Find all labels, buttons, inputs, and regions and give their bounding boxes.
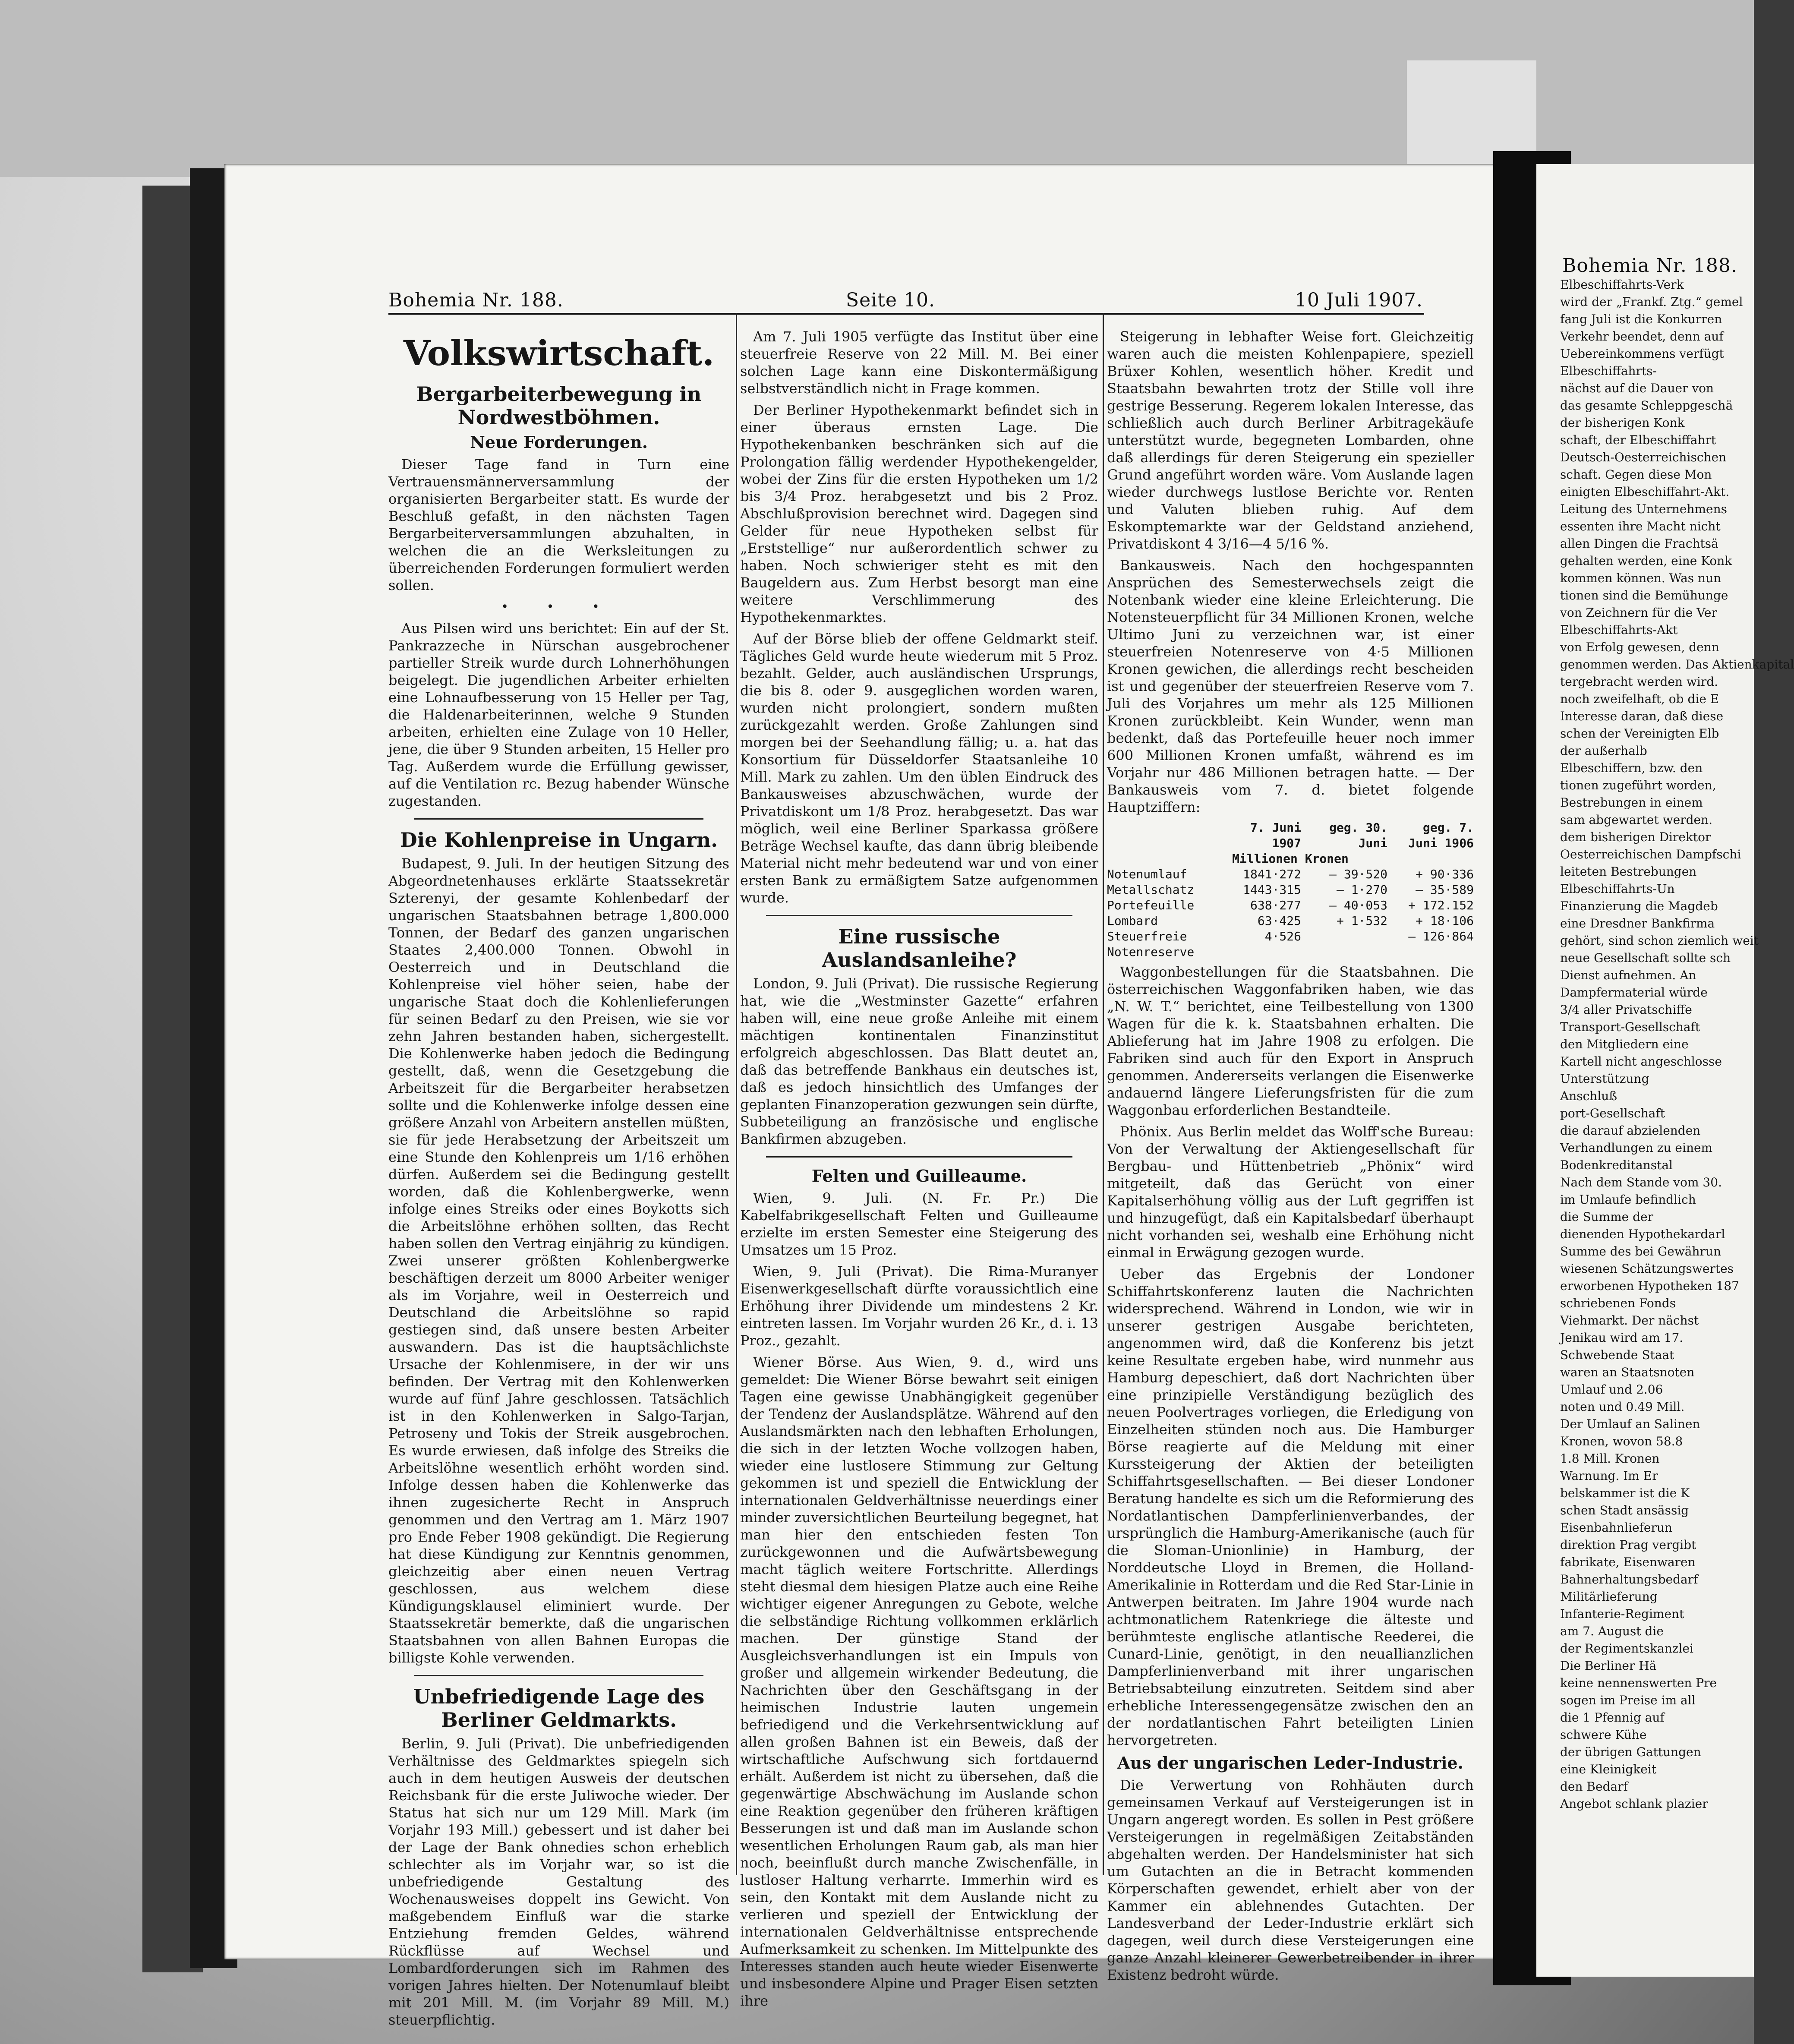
table-row-label: Steuerfreie Notenreserve [1107,929,1195,959]
next-page-line: erworbenen Hypotheken 187 [1560,1279,1739,1293]
table-row-label: Portefeuille [1107,898,1195,912]
table-head-cell: geg. 30. Juni [1329,820,1387,850]
table-row [1107,898,1474,913]
article-paragraph: Waggonbestellungen für die Staatsbahnen. Die österreichischen Waggonfabriken haben, wie das „N. W. T.“ berichtet, eine Teilbestellung von 1300 Wagen für die k. k. Staatsbahnen erhalten. Die Ablieferung hat im Jahre 1908 zu erfolgen. Die Fabriken sind auch für den Export in Anspruch genommen. Andererseits verlangen die Eisenwerke andauernd längere Lieferungsfristen für die zum Waggonbau erforderlichen Bestandteile. [1107,964,1474,1118]
next-page-line: Anschluß [1560,1089,1617,1103]
article-paragraph: London, 9. Juli (Privat). Die russische Regierung hat, wie die „Westminster Gazette“ erfahren haben will, eine neue große Anleihe mit einem mächtigen kontinentalen Finanzinstitut erfolgreich abgeschlossen. Das Blatt deutet an, daß das betreffende Bankhaus ein deutsches ist, daß es jedoch hinsichtlich des Umfanges der geplanten Finanzoperation gezwungen sein dürfte, Subbeteiligung an französische und englische Bankfirmen abzugeben. [740,975,1098,1147]
article-paragraph: Auf der Börse blieb der offene Geldmarkt steif. Tägliches Geld wurde heute wiederum mit 5 Proz. bezahlt. Gelder, auch ausländischen Ursprungs, die bis 8. oder 9. ausgeglichen worden waren, wurden nicht prolongiert, sondern mußten zurückgezahlt werden. Große Zahlungen sind morgen bei der Seehandlung fällig; u. a. hat das Konsortium für Düsseldorfer Staatsanleihe 10 Mill. Mark zu zahlen. Um den üblen Eindruck des Bankausweises abzuschwächen, wurde der Privatdiskont um 1/8 Proz. herabgesetzt. Das war möglich, weil eine Berliner Sparkassa größere Beträge Wechsel kaufte, das dann übrig bleibende Material nicht mehr bedeutend war und von einer ersten Bank zu ermäßigtem Satze aufgenommen wurde. [740,631,1098,906]
next-page-line: schwere Kühe [1560,1728,1647,1742]
next-page-line: Elbeschiffahrts-Akt [1560,623,1678,637]
next-page-line: fabrikate, Eisenwaren [1560,1555,1696,1569]
article-paragraph: Dieser Tage fand in Turn eine Vertrauensmännerversammlung der organisierten Bergarbeiter statt. Es wurde der Beschluß gefaßt, in den nächsten Tagen Bergarbeiterversammlungen abzuhalten, in welchen die an die Werksleitungen zu überreichenden Forderungen formuliert werden sollen. [388,456,729,593]
next-page-line: Jenikau wird am 17. [1560,1331,1684,1345]
section-title: Volkswirtschaft. [403,333,715,373]
article-paragraph: Wien, 9. Juli (Privat). Die Rima-Muranyer Eisenwerkgesellschaft dürfte voraussichtlich eine Erhöhung ihrer Dividende um mindestens 2 Kr. eintreten lassen. Im Vorjahr wurden 26 Kr., d. i. 13 Proz., gezahlt. [740,1263,1098,1349]
next-page-line: den Bedarf [1560,1779,1628,1794]
next-page-column [1560,276,1794,1959]
next-page-line: neue Gesellschaft sollte sch [1560,951,1731,965]
next-page-line: Bahnerhaltungsbedarf [1560,1572,1698,1587]
column-3 [1107,328,1474,1983]
table-cell: 4·526 [1264,929,1301,943]
table-head-cell: geg. 7. Juni 1906 [1408,820,1474,850]
next-page-line: Elbeschiffern, bzw. den [1560,761,1703,775]
next-page-line: Bestrebungen in einem [1560,795,1703,810]
column-1 [388,328,729,2028]
table-cell: — 35·589 [1416,883,1474,897]
column-divider-1 [736,313,737,1875]
next-page-line: wiesenen Schätzungswertes [1560,1262,1734,1276]
next-page-line: leiteten Bestrebungen [1560,864,1697,879]
column-divider-2 [1103,313,1104,1875]
article-paragraph: Am 7. Juli 1905 verfügte das Institut über eine steuerfreie Reserve von 22 Mill. M. Bei einer solchen Lage kann eine Diskontermäßigung selbstverständlich nicht in Frage kommen. [740,328,1098,397]
article-paragraph: Aus Pilsen wird uns berichtet: Ein auf der St. Pankrazzeche in Nürschan ausgebrochener partieller Streik wurde durch Lohnerhöhungen beigelegt. Die jugendlichen Arbeiter erhielten eine Lohnaufbesserung von 15 Heller per Tag, die Haldenarbeiterinnen, welche 9 Stunden arbeiten, erhielten eine Zulage von 10 Heller, jene, die über 9 Stunden arbeiten, 15 Heller pro Tag. Außerdem wurde die Erfüllung gewisser, auf die Ventilation rc. Bezug habender Wünsche zugestanden. [388,620,729,809]
next-page-line: Oesterreichischen Dampfschi [1560,847,1741,861]
next-page-line: fang Juli ist die Konkurren [1560,312,1722,326]
next-page-line: einigten Elbeschiffahrt-Akt. [1560,485,1730,499]
next-page-line: Eisenbahnlieferun [1560,1520,1672,1535]
headline-felten: Felten und Guilleaume. [811,1166,1027,1186]
next-page-line: schaft, der Elbeschiffahrt [1560,433,1716,447]
next-page-line: Interesse daran, daß diese [1560,709,1724,723]
next-page-line: der außerhalb [1560,744,1647,758]
next-page-line: 3/4 aller Privatschiffe [1560,1003,1692,1017]
table-unit: Millionen Kronen [1232,852,1349,866]
next-page-line: Elbeschiffahrts-Un [1560,882,1675,896]
next-page-line: eine Kleinigkeit [1560,1762,1657,1776]
next-page-line: waren an Staatsnoten [1560,1365,1695,1379]
next-page-line: schaft. Gegen diese Mon [1560,467,1712,482]
headline-leder-industrie: Aus der ungarischen Leder-Industrie. [1117,1753,1463,1773]
table-cell: + 90·336 [1416,867,1474,881]
article-paragraph: Bankausweis. Nach den hochgespannten Ansprüchen des Semesterwechsels zeigt die Notenbank wieder eine kleine Erleichterung. Die Notensteuerpflicht für 34 Millionen Kronen, welche Ultimo Juni zu verzeichnen war, ist einer steuerfreien Notenreserve von 4·5 Millionen Kronen gewichen, die allerdings recht bescheiden ist und gegenüber der steuerfreien Reserve vom 7. Juli des Vorjahres um mehr als 125 Millionen Kronen zurückbleibt. Kein Wunder, wenn man bedenkt, daß das Portefeuille heuer noch immer 600 Millionen Kronen umfaßt, während es im Vorjahr nur 486 Millionen betragen hatte. — Der Bankausweis vom 7. d. bietet folgende Hauptziffern: [1107,557,1474,815]
next-page-line: die darauf abzielenden [1560,1123,1701,1138]
table-cell: 1841·272 [1243,867,1301,881]
table-cell: + 172.152 [1408,898,1474,912]
next-page-line: Summe des bei Gewährun [1560,1244,1721,1259]
next-page-line: Verkehr beendet, denn auf [1560,329,1724,344]
next-page-line: von Erfolg gewesen, denn [1560,640,1719,654]
article-paragraph: Steigerung in lebhafter Weise fort. Gleichzeitig waren auch die meisten Kohlenpapiere, speziell Brüxer Kohlen, wesentlich höher. Kredit und Staatsbahn bewahrten trotz der Stille voll ihre gestrige Besserung. Regerem lokalen Interesse, das schließlich auch durch Berliner Arbitragekäufe unterstützt wurde, begegneten Lombarden, ohne daß allerdings für deren Steigerung ein spezieller Grund angeführt worden wäre. Vom Auslande lagen wieder durchwegs lustlose Berichte vor. Renten und Valuten blieben ruhig. Auf dem Eskomptemarkte war der Geldstand anziehend, Privatdiskont 4 3/16—4 5/16 %. [1107,328,1474,552]
next-page-line: Leitung des Unternehmens [1560,502,1728,516]
table-row-label: Lombard [1107,914,1158,928]
next-page-line: die 1 Pfennig auf [1560,1710,1665,1725]
header-left: Bohemia Nr. 188. [388,289,564,311]
article-paragraph: Wiener Börse. Aus Wien, 9. d., wird uns gemeldet: Die Wiener Börse bewahrt seit einigen Tagen eine gewisse Unabhängigkeit gegenüber der Tendenz der Auslandsplätze. Während auf den Auslandsmärkten nach den lebhaften Erholungen, die sich in der letzten Woche vollzogen haben, wieder eine lustlosere Stimmung zur Geltung gekommen ist und speziell die Entwicklung der internationalen Geldverhältnisse neuerdings einer minder zuversichtlichen Beurteilung begegnet, hat man hier den entschieden festen Ton zurückgewonnen und die Aufwärtsbewegung macht täglich weitere Fortschritte. Allerdings steht diesmal dem hiesigen Platze auch eine Reihe wichtiger eigener Anregungen zu Gebote, welche die selbständige Richtung vollkommen erklärlich machen. Der günstige Stand der Ausgleichsverhandlungen ist ein Impuls von großer und allgemein wirkender Bedeutung, die Nachrichten über den Geschäftsgang in der heimischen Industrie lauten ungemein befriedigend und die Verkehrsentwicklung auf allen großen Bahnen ist ein Beweis, daß der wirtschaftliche Aufschwung sich fortdauernd erhält. Außerdem ist nicht zu übersehen, daß die gegenwärtige Abschwächung im Auslande schon eine Reaktion gegenüber den früheren kräftigen Besserungen ist und daß man im Auslande schon wesentlichen Erholungen Raum gab, als man hier noch, beeinflußt durch manche Zwischenfälle, in lustloser Haltung verharrte. Immerhin wird es sein, den Kontakt mit dem Auslande nicht zu verlieren und speziell der Entwicklung der internationalen Geldverhältnisse entsprechende Aufmerksamkeit zu schenken. Im Mittelpunkte des Interesses standen auch heute wieder Eisenwerte und insbesondere Alpine und Prager Eisen setzten ihre [740,1354,1098,2009]
next-page-line: sam abgewartet werden. [1560,813,1712,827]
headline-russische-anleihe: Eine russische Auslandsanleihe? [822,925,1017,972]
article-paragraph: Die Verwertung von Rohhäuten durch gemeinsamen Verkauf auf Versteigerungen ist in Ungarn angeregt worden. Es sollen in Pest größere Versteigerungen in regelmäßigen Zeitabständen abgehalten werden. Der Handelsminister hat sich um Gutachten an die in Betracht kommenden Körperschaften gewendet, erhielt aber von der Kammer ein ablehnendes Gutachten. Der Landesverband der Leder-Industrie erklärt sich dagegen, weil durch diese Versteigerungen eine ganze Anzahl kleinerer Gewerbetreibender in ihrer Existenz bedroht würde. [1107,1777,1474,1983]
next-page-line: Transport-Gesellschaft [1560,1020,1700,1034]
article-paragraph: Ueber das Ergebnis der Londoner Schiffahrtskonferenz lauten die Nachrichten widersprechend. Während in London, wie wir in unserer gestrigen Ausgabe berichteten, angenommen wird, daß die Konferenz bis jetzt keine Resultate ergeben habe, wird nunmehr aus Hamburg depeschiert, daß dort Nachrichten über eine prinzipielle Verständigung bezüglich des neuen Poolvertrages vorliegen, die Erledigung von Einzelheiten stünden noch aus. Die Hamburger Börse reagierte auf die Meldung mit einer Kurssteigerung der Aktien der beteiligten Schiffahrtsgesellschaften. — Bei dieser Londoner Beratung handelte es sich um die Reformierung des Nordatlantischen Dampferlinienverbandes, der ursprünglich die Hamburg-Amerikanische (auch für die Sloman-Unionlinie) in Hamburg, der Norddeutsche Lloyd in Bremen, die Holland-Amerikalinie in Rotterdam und die Red Star-Linie in Antwerpen beitraten. Im Jahre 1904 wurde nach achtmonatlichem Ratenkriege die älteste und berühmteste englische atlantische Reederei, die Cunard-Linie, genötigt, in den neuallianzlichen Dampferlinienverband mit ihrer ungarischen Betriebsabteilung einzutreten. Seitdem sind aber erhebliche Interessengegensätze zwischen den an der nordatlantischen Fahrt beteiligten Linien hervorgetreten. [1107,1266,1474,1748]
next-page-line: Viehmarkt. Der nächst [1560,1313,1699,1328]
table-cell: — 39·520 [1329,867,1387,881]
headline-bergarbeiter: Bergarbeiterbewegung in Nordwestböhmen. [416,382,702,429]
next-page-line: der übrigen Gattungen [1560,1745,1701,1759]
next-page-header: Bohemia Nr. 188. [1562,255,1737,277]
article-paragraph: Der Berliner Hypothekenmarkt befindet sich in einer überaus ernsten Lage. Die Hypothekenbanken beschränken sich auf die Prolongation fällig werdender Hypothekengelder, wobei der Zins für die ersten Hypotheken um 1/2 bis 3/4 Proz. herabgesetzt und bis 2 Proz. Abschlußprovision berechnet wird. Dagegen sind Gelder für neue Hypotheken selbst für „Erststellige“ nur außerordentlich schwer zu haben. Noch schwieriger steht es mit den Baugeldern aus. Zum Herbst besorgt man eine weitere Verschlimmerung des Hypothekenmarktes. [740,402,1098,625]
next-page-line: belskammer ist die K [1560,1486,1690,1500]
next-page-line: die Summe der [1560,1210,1654,1224]
next-page-line: wird der „Frankf. Ztg.“ gemel [1560,295,1743,309]
next-page-line: den Mitgliedern eine [1560,1037,1689,1051]
column-2 [740,328,1098,2009]
next-page-line: der bisherigen Konk [1560,416,1685,430]
article-paragraph: Wien, 9. Juli. (N. Fr. Pr.) Die Kabelfabrikgesellschaft Felten und Guilleaume erzielte im ersten Semester eine Steigerung des Umsatzes um 15 Proz. [740,1190,1098,1258]
next-page-line: Nach dem Stande vom 30. [1560,1175,1722,1189]
article-divider [414,1675,703,1676]
next-page-line: am 7. August die [1560,1624,1664,1638]
next-page-line: Militärlieferung [1560,1590,1658,1604]
next-page-line: Deutsch-Oesterreichischen [1560,450,1727,464]
next-page-line: Bodenkreditanstal [1560,1158,1673,1172]
next-page-line: von Zeichnern für die Ver [1560,606,1717,620]
table-cell: + 1·532 [1336,914,1387,928]
table-cell: — 40·053 [1329,898,1387,912]
next-page-line: Angebot schlank plazier [1560,1797,1708,1811]
headline-geldmarkt: Unbefriedigende Lage des Berliner Geldmarkts. [413,1685,705,1732]
header-rule [388,313,1424,315]
next-page-line: sogen im Preise im all [1560,1693,1696,1707]
next-page-line: Verhandlungen zu einem [1560,1141,1713,1155]
next-page-line: 1.8 Mill. Kronen [1560,1451,1660,1466]
next-page-line: Dienst aufnehmen. An [1560,968,1696,982]
next-page-line: tionen sind die Bemühunge [1560,588,1728,602]
separator-dots: • • • [501,599,617,614]
next-page-line: tionen zugeführt worden, [1560,778,1716,792]
next-page-line: Elbeschiffahrts- [1560,364,1657,378]
next-page-line: keine nennenswerten Pre [1560,1676,1717,1690]
table-cell: 638·277 [1250,898,1301,912]
next-page-line: Kartell nicht angeschlosse [1560,1054,1722,1069]
table-header [1107,820,1474,851]
next-page-line: Die Berliner Hä [1560,1659,1657,1673]
next-page-line: Der Umlauf an Salinen [1560,1417,1700,1431]
table-cell: 1443·315 [1243,883,1301,897]
article-divider [766,915,1072,916]
next-page-line: Dampfermaterial würde [1560,985,1708,1000]
next-page-line: Warnung. Im Er [1560,1469,1658,1483]
next-page-line: Uebereinkommens verfügt [1560,347,1724,361]
next-page-line: schen der Vereinigten Elb [1560,726,1719,741]
page-stack [1407,60,1536,164]
article-divider [414,818,703,820]
table-cell: + 18·106 [1416,914,1474,928]
next-page-line: dienenden Hypothekardarl [1560,1227,1725,1241]
table-row-label: Metallschatz [1107,883,1195,897]
next-page-line: noch zweifelhaft, ob die E [1560,692,1719,706]
bank-table [1107,820,1474,960]
next-page-line: dem bisherigen Direktor [1560,830,1711,844]
next-page-line: allen Dingen die Frachtsä [1560,536,1718,551]
next-page-line: Infanterie-Regiment [1560,1607,1684,1621]
next-page-line: Schwebende Staat [1560,1348,1674,1362]
headline-kohlenpreise: Die Kohlenpreise in Ungarn. [400,828,718,852]
article-divider [766,1156,1072,1158]
next-page-line: Kronen, wovon 58.8 [1560,1434,1683,1448]
next-page-line: im Umlaufe befindlich [1560,1192,1696,1207]
next-page-line: schen Stadt ansässig [1560,1503,1689,1517]
next-page-line: direktion Prag vergibt [1560,1538,1696,1552]
next-page-line: der Regimentskanzlei [1560,1641,1694,1656]
table-row [1107,929,1474,960]
subhead-forderungen: Neue Forderungen. [470,432,648,452]
table-row [1107,913,1474,929]
next-page-line: nächst auf die Dauer von [1560,381,1714,395]
next-page-line: schriebenen Fonds [1560,1296,1676,1310]
table-cell [1301,929,1387,960]
next-page-line: Umlauf und 2.06 [1560,1382,1663,1397]
table-row [1107,882,1474,898]
table-head-cell: 7. Juni 1907 [1250,820,1301,850]
header-date: 10 Juli 1907. [1295,289,1423,311]
table-row [1107,867,1474,882]
next-page-line: Finanzierung die Magdeb [1560,899,1718,913]
next-page-line: tergebracht werden wird. [1560,675,1718,689]
next-page-line: gehalten werden, eine Konk [1560,554,1732,568]
table-row-label: Notenumlauf [1107,867,1187,881]
article-paragraph: Berlin, 9. Juli (Privat). Die unbefriedigenden Verhältnisse des Geldmarktes spiegeln sich auch in dem heutigen Ausweis der deutschen Reichsbank für die erste Juliwoche wieder. Der Status hat sich nur um 129 Mill. Mark (im Vorjahr 193 Mill.) gebessert und ist daher bei der Lage der Bank ohnedies schon erheblich schlechter als im Vorjahr war, so ist die unbefriedigende Gestaltung des Wochenausweises doppelt ins Gewicht. Von maßgebendem Einfluß war die starke Entziehung fremden Geldes, während Rückflüsse auf Wechsel und Lombardforderungen sich im Rahmen des vorigen Jahres hielten. Der Notenumlauf bleibt mit 201 Mill. M. (im Vorjahr 89 Mill. M.) steuerpflichtig. [388,1735,729,2028]
next-page-line: gehört, sind schon ziemlich weit [1560,934,1759,948]
next-page-line: port-Gesellschaft [1560,1106,1665,1120]
next-page-line: Elbeschiffahrts-Verk [1560,278,1684,292]
article-paragraph: Phönix. Aus Berlin meldet das Wolff'sche Bureau: Von der Verwaltung der Aktiengesellschaft für Bergbau- und Hüttenbetrieb „Phönix“ wird mitgeteilt, daß das Gerücht von einer Kapitalserhöhung völlig aus der Luft gegriffen ist und hinzugefügt, daß ein Kapitalsbedarf überhaupt nicht vorhanden sei, weshalb eine Erhöhung nicht einmal in Erwägung gezogen wurde. [1107,1123,1474,1261]
header-page-number: Seite 10. [846,289,935,311]
next-page-line: essenten ihre Macht nicht [1560,519,1721,533]
next-page-line: Unterstützung [1560,1072,1649,1086]
table-cell: — 126·864 [1408,929,1474,943]
next-page-line: das gesamte Schleppgeschä [1560,398,1733,413]
next-page-line: eine Dresdner Bankfirma [1560,916,1715,931]
next-page-line: noten und 0.49 Mill. [1560,1400,1685,1414]
article-paragraph: Budapest, 9. Juli. In der heutigen Sitzung des Abgeordnetenhauses erklärte Staatssekretär Szterenyi, der gesamte Kohlenbedarf der ungarischen Staatsbahnen betrage 1,800.000 Tonnen, der Bedarf des ganzen ungarischen Staates 2,400.000 Tonnen. Obwohl in Oesterreich und in Deutschland die Kohlenpreise viel höher seien, habe der ungarische Staat doch die Kohlenlieferungen für seinen Bedarf zu den Preisen, wie sie vor zehn Jahren bestanden haben, sichergestellt. Die Kohlenwerke haben jedoch die Bedingung gestellt, daß, wenn die Gesetzgebung die Arbeitszeit für die Bergarbeiter herabsetzen sollte und die Kohlenwerke infolge dessen eine größere Anzahl von Arbeitern anstellen müßten, sie für jede Herabsetzung der Arbeitszeit um eine Stunde den Kohlenpreis um 1/16 erhöhen dürfen. Außerdem sei die Bedingung gestellt worden, daß die Kohlenbergwerke, wenn infolge eines Streiks oder eines Boykotts sich die Arbeitslöhne erhöhen sollten, das Recht haben sollen den Vertrag einjährig zu kündigen. Zwei unserer größten Kohlenbergwerke beschäftigen derzeit um 8000 Arbeiter weniger als im Vorjahre, weil in Oesterreich und Deutschland die Arbeitslöhne so rapid gestiegen sind, daß unsere besten Arbeiter auswandern. Das ist die hauptsächlichste Ursache der Kohlenmisere, in der wir uns befinden. Der Vertrag mit den Kohlenwerken wurde auf fünf Jahre geschlossen. Tatsächlich ist in den Kohlenwerken in Salgo-Tarjan, Petroseny und Tokis der Streik ausgebrochen. Es wurde erwiesen, daß infolge des Streiks die Arbeitslöhne wesentlich erhöht worden sind. Infolge dessen haben die Kohlenwerke das ihnen zugesicherte Recht in Anspruch genommen und den Vertrag am 1. März 1907 pro Ende Feber 1908 gekündigt. Die Regierung hat diese Kündigung zur Kenntnis genommen, gleichzeitig aber einen neuen Vertrag geschlossen, aus welchem diese Kündigungsklausel eliminiert wurde. Der Staatssekretär bemerkte, daß die ungarischen Staatsbahnen von allen Bahnen Europas die billigste Kohle verwenden. [388,855,729,1666]
next-page-line: genommen werden. Das Aktienkapital [1560,657,1794,672]
table-cell: 63·425 [1257,914,1301,928]
next-page-line: kommen können. Was nun [1560,571,1721,585]
table-cell: — 1·270 [1336,883,1387,897]
